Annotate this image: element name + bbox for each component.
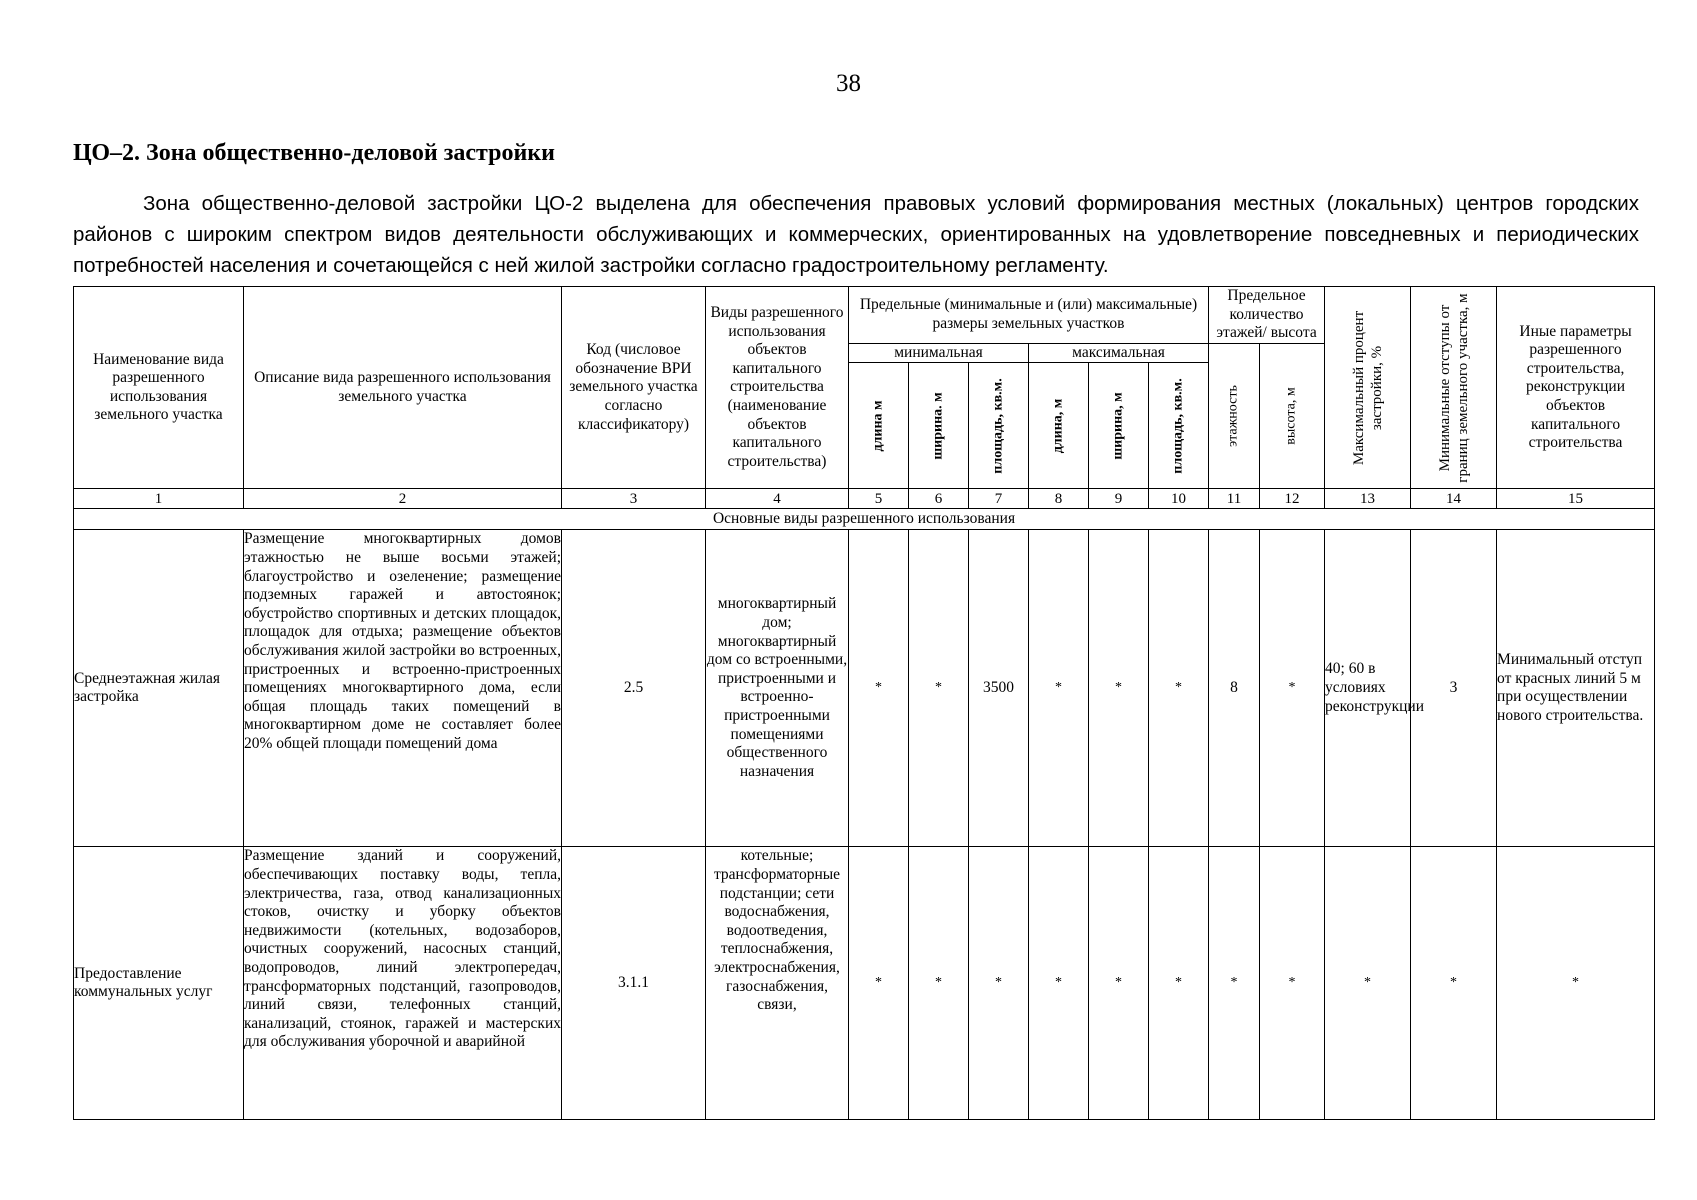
header-row-1 [74, 287, 1655, 344]
header-oks-types: Виды разрешенного использования объектов капитального строительства (наименование объектов капитального строительства) [706, 287, 849, 489]
column-number: 14 [1411, 489, 1497, 509]
vri-code-cell: 2.5 [562, 530, 706, 847]
height-cell: * [1260, 530, 1325, 847]
min-area-cell: 3500 [969, 530, 1029, 847]
header-other-params: Иные параметры разрешенного строительства, реконструкции объектов капитального строительства [1497, 287, 1655, 489]
section-row [74, 509, 1655, 530]
header-max-width [1089, 363, 1149, 489]
column-numbers-row [74, 489, 1655, 509]
other-params-cell: Минимальный отступ от красных линий 5 м при осуществлении нового строительства. [1497, 530, 1655, 847]
column-number: 1 [74, 489, 244, 509]
section-title: Основные виды разрешенного использования [74, 509, 1655, 530]
header-setback [1411, 287, 1497, 489]
header-height-text: высота, м [1283, 387, 1299, 445]
header-max: максимальная [1029, 343, 1209, 363]
header-min-length [849, 363, 909, 489]
header-min-width-text: ширина. м [930, 392, 946, 460]
header-min-area [969, 363, 1029, 489]
vri-name-cell: Предоставление коммунальных услуг [74, 847, 244, 1120]
header-max-length [1029, 363, 1089, 489]
column-number: 7 [969, 489, 1029, 509]
header-floors-count [1209, 343, 1260, 489]
max-width-cell: * [1089, 530, 1149, 847]
column-number: 15 [1497, 489, 1655, 509]
max-width-cell: * [1089, 847, 1149, 1120]
vri-description-cell: Размещение многоквартирных домов этажностью не выше восьми этажей; благоустройство и озеленение; размещение подземных гаражей и автостоянок; обустройство спортивных и детских площадок, площадок для отдыха; размещение объектов обслуживания жилой застройки во встроенных, пристроенных и встроенно-пристроенных помещениях многоквартирного дома, если общая площадь таких помещений в многоквартирном доме не составляет более 20% общей площади помещений дома [244, 530, 562, 847]
page-number: 38 [836, 70, 861, 97]
min-width-cell: * [909, 847, 969, 1120]
setback-cell: 3 [1411, 530, 1497, 847]
header-vri-description: Описание вида разрешенного использования земельного участка [244, 287, 562, 489]
min-length-cell: * [849, 530, 909, 847]
setback-cell: * [1411, 847, 1497, 1120]
vri-name-cell: Среднеэтажная жилая застройка [74, 530, 244, 847]
min-area-cell: * [969, 847, 1029, 1120]
header-plot-sizes: Предельные (минимальные и (или) максимальные) размеры земельных участков [849, 287, 1209, 344]
vri-description-cell: Размещение зданий и сооружений, обеспечивающих поставку воды, тепла, электричества, газа, отвод канализационных стоков, очистку и уборку объектов недвижимости (котельных, водозаборов, очистных сооружений, насосных станций, водопроводов, линий электропередач, трансформаторных подстанций, газопроводов, линий связи, телефонных станций, канализаций, стоянок, гаражей и мастерских для обслуживания уборочной и аварийной [244, 847, 562, 1120]
column-number: 4 [706, 489, 849, 509]
max-area-cell: * [1149, 530, 1209, 847]
min-length-cell: * [849, 847, 909, 1120]
column-number: 13 [1325, 489, 1411, 509]
header-setback-text: Минимальные отступы от границ земельного участка, м [1436, 293, 1471, 483]
table-row [74, 530, 1655, 847]
header-build-percent [1325, 287, 1411, 489]
header-build-percent-text: Максимальный процент застройки, % [1350, 310, 1385, 465]
max-length-cell: * [1029, 530, 1089, 847]
zone-title: ЦО–2. Зона общественно-деловой застройки [73, 140, 555, 166]
column-number: 8 [1029, 489, 1089, 509]
column-number: 3 [562, 489, 706, 509]
header-vri-name: Наименование вида разрешенного использования земельного участка [74, 287, 244, 489]
max-length-cell: * [1029, 847, 1089, 1120]
column-number: 10 [1149, 489, 1209, 509]
column-number: 9 [1089, 489, 1149, 509]
header-max-area [1149, 363, 1209, 489]
other-params-cell: * [1497, 847, 1655, 1120]
table-row [74, 847, 1655, 1120]
height-cell: * [1260, 847, 1325, 1120]
header-floors-count-text: этажность [1225, 385, 1241, 447]
column-number: 2 [244, 489, 562, 509]
column-number: 6 [909, 489, 969, 509]
build-percent-cell: * [1325, 847, 1411, 1120]
floors-cell: 8 [1209, 530, 1260, 847]
oks-types-cell: котельные; трансформаторные подстанции; сети водоснабжения, водоотведения, теплоснабжения, электроснабжения, газоснабжения, связи, [706, 847, 849, 1120]
column-number: 5 [849, 489, 909, 509]
header-min-area-text: площадь, кв.м. [990, 378, 1006, 474]
vri-code-cell: 3.1.1 [562, 847, 706, 1120]
header-min-length-text: длина м [870, 400, 886, 452]
header-min-width [909, 363, 969, 489]
oks-types-cell: многоквартирный дом; многоквартирный дом со встроенными, пристроенными и встроенно-пристроенными помещениями общественного назначения [706, 530, 849, 847]
header-max-area-text: площадь, кв.м. [1170, 378, 1186, 474]
max-area-cell: * [1149, 847, 1209, 1120]
column-number: 12 [1260, 489, 1325, 509]
floors-cell: * [1209, 847, 1260, 1120]
header-min: минимальная [849, 343, 1029, 363]
header-vri-code: Код (числовое обозначение ВРИ земельного участка согласно классификатору) [562, 287, 706, 489]
build-percent-cell: 40; 60 в условиях реконструкции [1325, 530, 1411, 847]
intro-paragraph: Зона общественно-деловой застройки ЦО-2 выделена для обеспечения правовых условий формирования местных (локальных) центров городских районов с широким спектром видов деятельности обслуживающих и коммерческих, ориентированных на удовлетворение повседневных и периодических потребностей населения и сочетающейся с ней жилой застройки согласно градостроительному регламенту. [73, 192, 1639, 277]
header-max-width-text: ширина, м [1110, 392, 1126, 460]
regulations-table [73, 286, 1655, 1120]
column-number: 11 [1209, 489, 1260, 509]
min-width-cell: * [909, 530, 969, 847]
header-max-length-text: длина, м [1050, 398, 1066, 454]
header-height [1260, 343, 1325, 489]
header-floors-height: Предельное количество этажей/ высота [1209, 287, 1325, 344]
